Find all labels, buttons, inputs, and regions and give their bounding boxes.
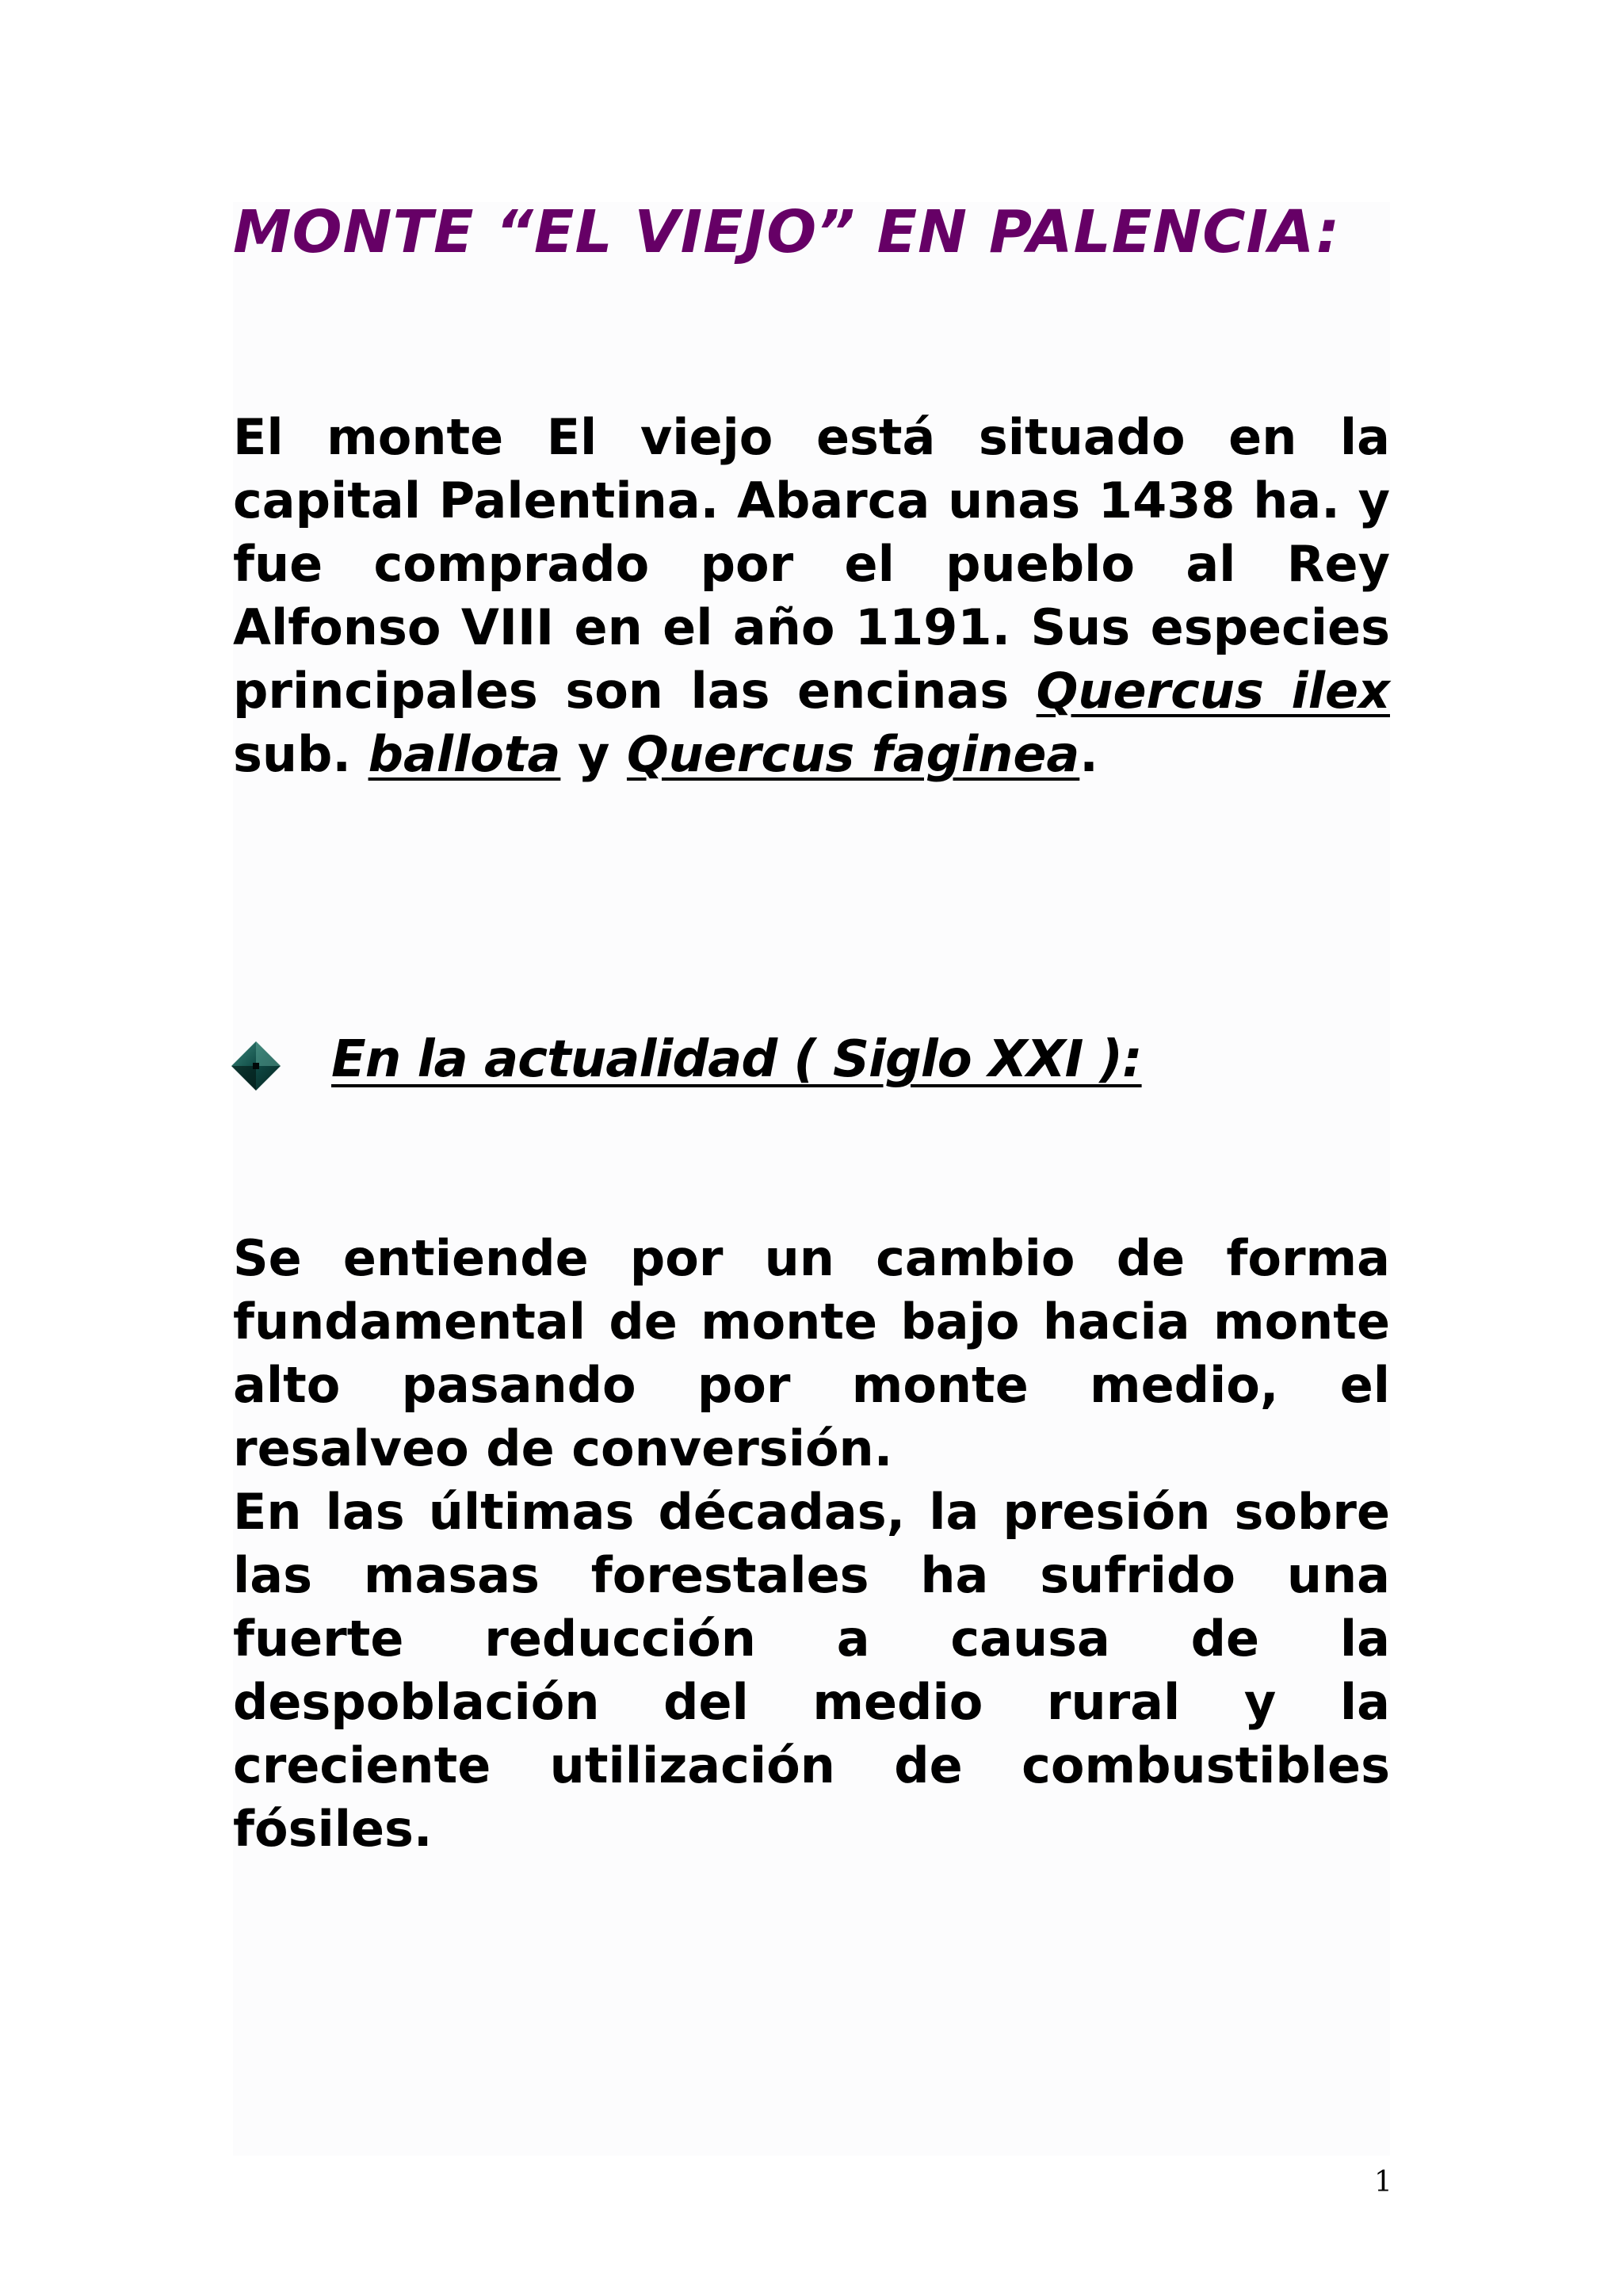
- document-title: MONTE “EL VIEJO” EN PALENCIA:: [233, 198, 1341, 266]
- intro-paragraph: [233, 406, 1390, 786]
- diamond-bullet-icon: [230, 1040, 282, 1092]
- intro-text: El monte El viejo está situado en la capital Palentina. Abarca unas 1438 ha. y fue comprado por el pueblo al Rey Alfonso VIII en el año 1191. Sus especies principales son las encinas: [233, 408, 1390, 720]
- intro-period: .: [1079, 725, 1098, 783]
- body-paragraph-pressure: En las últimas décadas, la presión sobre las masas forestales ha sufrido una fuerte reducción a causa de la despoblación del medio rural y la creciente utilización de combustibles fósiles.: [233, 1483, 1390, 1858]
- species-quercus-faginea: Quercus faginea: [626, 725, 1080, 783]
- intro-connector-y: y: [560, 725, 627, 783]
- page-number: 1: [1374, 2166, 1392, 2199]
- intro-connector-sub: sub.: [233, 725, 369, 783]
- subspecies-ballota: ballota: [368, 725, 561, 783]
- section-heading: En la actualidad ( Siglo XXI ):: [331, 1030, 1142, 1089]
- species-quercus-ilex: Quercus ilex: [1036, 662, 1390, 720]
- section-bullet: [230, 1034, 282, 1098]
- body-paragraph-conversion: Se entiende por un cambio de forma fundamental de monte bajo hacia monte alto pasando por monte medio, el resalveo de conversión.: [233, 1229, 1390, 1477]
